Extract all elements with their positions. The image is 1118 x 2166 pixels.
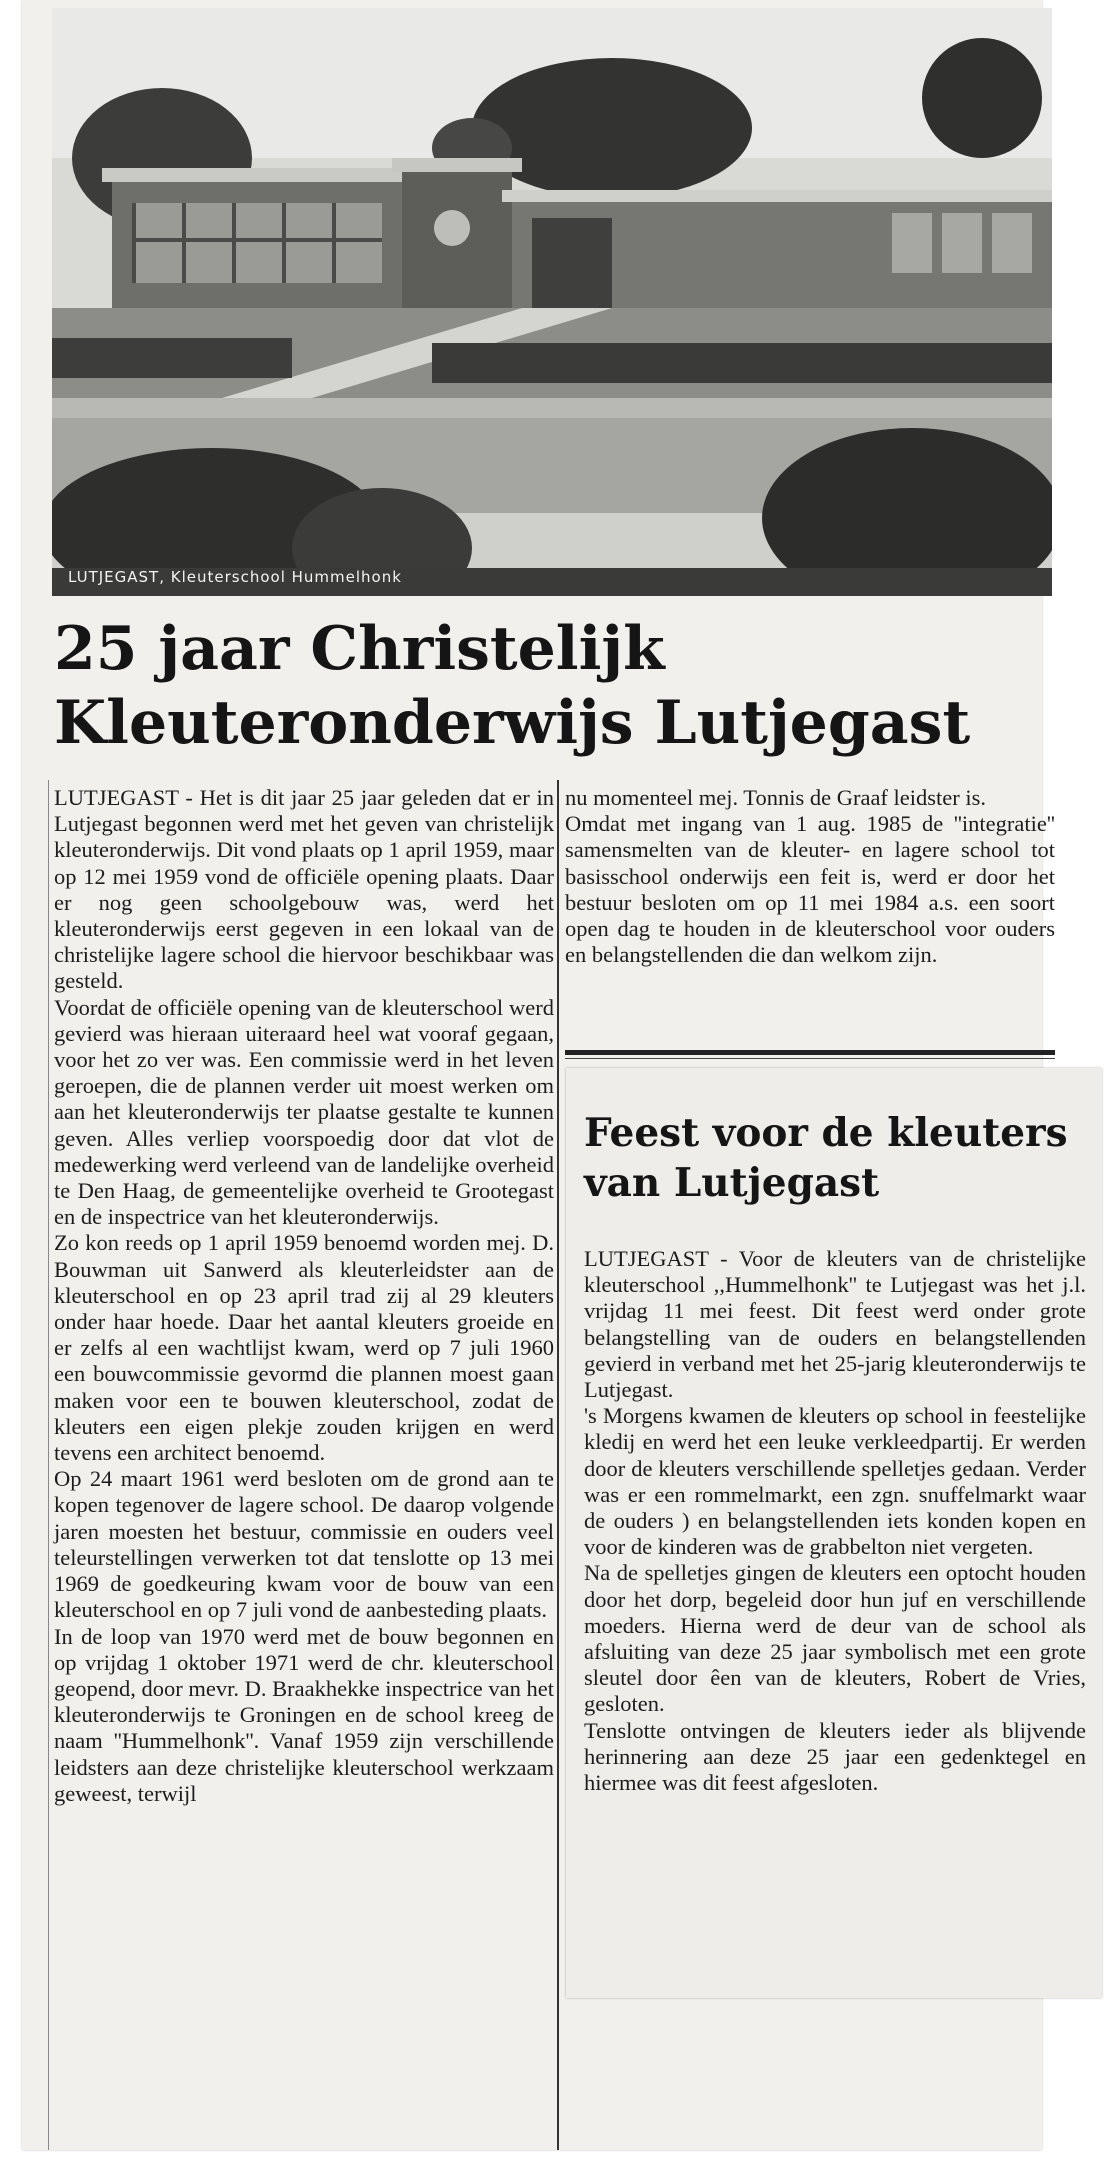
column-rule	[557, 780, 559, 2150]
school-photo	[52, 8, 1052, 596]
side-clipping	[566, 1068, 1102, 1998]
article-paragraph: nu momenteel mej. Tonnis de Graaf leidster is.	[565, 785, 987, 810]
column-rule-left	[48, 780, 49, 2150]
section-divider-thin	[565, 1058, 1055, 1059]
article-paragraph: Op 24 maart 1961 werd besloten om de grond aan te kopen tegenover de lagere school. De daarop volgende jaren moesten het bestuur, commissie en ouders veel teleurstellingen verwerken tot dat tenslotte op 13 mei 1969 de goedkeuring kwam voor de bouw van een kleuterschool en op 7 juli vond de aanbesteding plaats.	[54, 1466, 554, 1623]
article-headline: 25 jaar Christelijk Kleuteronderwijs Lutjegast	[54, 614, 971, 758]
school-photo-image	[52, 8, 1052, 596]
article-paragraph: Omdat met ingang van 1 aug. 1985 de ''integratie'' samensmelten van de kleuter- en lagere school tot basisschool onderwijs een feit is, werd er door het bestuur besloten om op 11 mei 1984 a.s. een soort open dag te houden in de kleuterschool voor ouders en belangstellenden die dan welkom zijn.	[565, 811, 1055, 968]
article-paragraph: In de loop van 1970 werd met de bouw begonnen en op vrijdag 1 oktober 1971 werd de chr. kleuterschool geopend, door mevr. D. Braakhekke inspectrice van het kleuteronderwijs te Groningen en de school kreeg de naam ''Hummelhonk''. Vanaf 1959 zijn verschillende leidsters aan deze christelijke kleuterschool werkzaam geweest, terwijl	[54, 1623, 554, 1806]
article-paragraph: Na de spelletjes gingen de kleuters een optocht houden door het dorp, begeleid door hun juf en verschillende moeders. Hierna werd de deur van de school als afsluiting van deze 25 jaar symbolisch met een grote sleutel door êen van de kleuters, Robert de Vries, gesloten.	[584, 1560, 1086, 1717]
article-paragraph: Voordat de officiële opening van de kleuterschool werd gevierd was hieraan uiteraard heel wat vooraf gegaan, voor het zo ver was. Een commissie werd in het leven geroepen, die de plannen verder uit moest werken om aan het kleuteronderwijs ter plaatse gestalte te kunnen geven. Alles verliep voorspoedig door dat vlot de medewerking werd verleend van de landelijke overheid te Den Haag, de gemeentelijke overheid te Grootegast en de inspectrice van het kleuteronderwijs.	[54, 994, 554, 1230]
article-paragraph: Zo kon reeds op 1 april 1959 benoemd worden mej. D. Bouwman uit Sanwerd als kleuterleidster aan de kleuterschool en op 23 april trad zij al 29 kleuters onder haar hoede. Daar het aantal kleuters groeide en er zelfs al een wachtlijst kwam, werd op 7 juli 1960 een bouwcommissie gevormd die plannen moest gaan maken voor een te bouwen kleuterschool, zodat de kleuters een eigen plekje zouden krijgen en werd tevens een architect benoemd.	[54, 1230, 554, 1466]
side-article-body	[584, 1246, 1086, 1796]
article-column-2	[565, 785, 1055, 968]
article-column-1	[54, 785, 554, 1807]
article-paragraph: LUTJEGAST - Het is dit jaar 25 jaar geleden dat er in Lutjegast begonnen werd met het geven van christelijk kleuteronderwijs. Dit vond plaats op 1 april 1959, maar op 12 mei 1959 vond de officiële opening plaats. Daar er nog geen schoolgebouw was, werd het kleuteronderwijs eerst gegeven in een lokaal van de christelijke lagere school die hiervoor beschikbaar was gesteld.	[54, 785, 554, 994]
photo-caption: LUTJEGAST, Kleuterschool Hummelhonk	[68, 568, 402, 586]
article-paragraph: 's Morgens kwamen de kleuters op school in feestelijke kledij en werd het een leuke verkleedpartij. Er werden door de kleuters verschillende spelletjes gedaan. Verder was er een rommelmarkt, een zgn. snuffelmarkt waar de ouders ) en belangstellenden iets konden kopen en voor de kinderen was de grabbelton niet vergeten.	[584, 1403, 1086, 1560]
section-divider	[565, 1050, 1055, 1055]
side-article-headline: Feest voor de kleuters van Lutjegast	[584, 1110, 1068, 1206]
article-paragraph: Tenslotte ontvingen de kleuters ieder als blijvende herinnering aan deze 25 jaar een gedenktegel en hiermee was dit feest afgesloten.	[584, 1717, 1086, 1796]
article-paragraph: LUTJEGAST - Voor de kleuters van de christelijke kleuterschool ,,Hummelhonk'' te Lutjegast was het j.l. vrijdag 11 mei feest. Dit feest werd onder grote belangstelling van de ouders en belangstellenden gevierd in verband met het 25-jarig kleuteronderwijs te Lutjegast.	[584, 1246, 1086, 1403]
